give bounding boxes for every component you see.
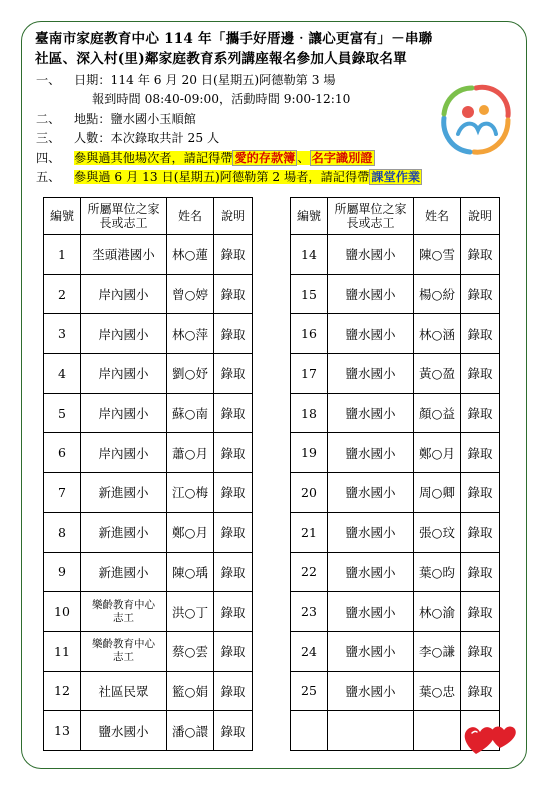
cell-status: 錄取 <box>461 512 500 552</box>
table-row <box>291 314 500 354</box>
cell-name: 劉○妤 <box>167 354 214 394</box>
table-row <box>291 235 500 275</box>
cell-no: 25 <box>291 671 328 711</box>
cell-unit: 岸內國小 <box>81 433 167 473</box>
table-row <box>291 393 500 433</box>
cell-no: 15 <box>291 274 328 314</box>
table-row <box>44 433 253 473</box>
cell-unit: 鹽水國小 <box>328 393 414 433</box>
cell-name: 顏○益 <box>414 393 461 433</box>
cell-status: 錄取 <box>214 354 253 394</box>
cell-no: 19 <box>291 433 328 473</box>
family-education-logo-icon <box>436 80 516 160</box>
cell-status: 錄取 <box>461 671 500 711</box>
header-unit: 所屬單位之家長或志工 <box>328 198 414 235</box>
cell-no: 1 <box>44 235 81 275</box>
cell-status: 錄取 <box>461 354 500 394</box>
info-item-time: 報到時間 08:40-09:00，活動時間 9:00-12:10 <box>92 92 351 107</box>
table-row <box>44 671 253 711</box>
cell-no: 2 <box>44 274 81 314</box>
cell-status: 錄取 <box>214 552 253 592</box>
cell-unit: 鹽水國小 <box>328 592 414 632</box>
info-item-reminder-session2: 五、 參與過 6 月 13 日(星期五)阿德勒第 2 場者，請記得帶 課堂作業 <box>36 169 421 184</box>
cell-unit: 鹽水國小 <box>328 274 414 314</box>
cell-no: 16 <box>291 314 328 354</box>
table-row <box>291 433 500 473</box>
cell-status: 錄取 <box>214 671 253 711</box>
table-row <box>44 552 253 592</box>
table-header-row <box>291 198 500 235</box>
cell-name: 黃○盈 <box>414 354 461 394</box>
header-status: 說明 <box>461 198 500 235</box>
cell-unit: 鹽水國小 <box>81 711 167 751</box>
cell-no: 5 <box>44 393 81 433</box>
cell-status: 錄取 <box>461 433 500 473</box>
table-row <box>44 393 253 433</box>
cell-unit <box>328 711 414 751</box>
cell-name: 葉○忠 <box>414 671 461 711</box>
title-line-1: 臺南市家庭教育中心 114 年「攜手好厝邊‧讓心更富有」－串聯 <box>35 31 433 47</box>
header-unit: 所屬單位之家長或志工 <box>81 198 167 235</box>
cell-name: 鄭○月 <box>414 433 461 473</box>
cell-name: 蘇○南 <box>167 393 214 433</box>
cell-unit: 鹽水國小 <box>328 314 414 354</box>
cell-unit: 鹽水國小 <box>328 235 414 275</box>
cell-name: 張○玟 <box>414 512 461 552</box>
table-row <box>44 235 253 275</box>
cell-name: 楊○紛 <box>414 274 461 314</box>
cell-no: 3 <box>44 314 81 354</box>
cell-no: 17 <box>291 354 328 394</box>
table-row <box>291 552 500 592</box>
participant-table-left <box>43 197 253 751</box>
cell-name: 周○卿 <box>414 473 461 513</box>
cell-no: 13 <box>44 711 81 751</box>
table-row <box>44 274 253 314</box>
header-name: 姓名 <box>414 198 461 235</box>
table-row <box>44 711 253 751</box>
cell-unit: 鹽水國小 <box>328 512 414 552</box>
cell-name: 江○梅 <box>167 473 214 513</box>
cell-status: 錄取 <box>461 393 500 433</box>
cell-status: 錄取 <box>214 512 253 552</box>
cell-status: 錄取 <box>214 274 253 314</box>
table-row <box>291 274 500 314</box>
cell-unit: 坔頭港國小 <box>81 235 167 275</box>
cell-name: 鄭○月 <box>167 512 214 552</box>
info-item-count: 三、 人數：本次錄取共計 25 人 <box>36 131 220 146</box>
cell-unit: 社區民眾 <box>81 671 167 711</box>
info-item-location: 二、 地點：鹽水國小玉順館 <box>36 111 196 126</box>
info-item-reminder-other: 四、 參與過其他場次者，請記得帶 愛的存款簿 、 名字識別證 <box>36 150 373 165</box>
cell-name: 林○蓮 <box>167 235 214 275</box>
cell-no: 23 <box>291 592 328 632</box>
table-row <box>291 354 500 394</box>
cell-unit: 鹽水國小 <box>328 433 414 473</box>
cell-status: 錄取 <box>461 631 500 671</box>
cell-unit: 鹽水國小 <box>328 552 414 592</box>
cell-status: 錄取 <box>461 314 500 354</box>
cell-no: 6 <box>44 433 81 473</box>
table-row <box>44 314 253 354</box>
cell-name: 林○渝 <box>414 592 461 632</box>
cell-status: 錄取 <box>214 473 253 513</box>
cell-name: 蔡○雲 <box>167 631 214 671</box>
cell-unit: 鹽水國小 <box>328 671 414 711</box>
cell-status: 錄取 <box>461 235 500 275</box>
table-row <box>291 631 500 671</box>
cell-no: 8 <box>44 512 81 552</box>
cell-name: 葉○昀 <box>414 552 461 592</box>
table-row <box>291 512 500 552</box>
cell-no: 22 <box>291 552 328 592</box>
cell-status: 錄取 <box>461 473 500 513</box>
table-row <box>291 671 500 711</box>
cell-unit: 鹽水國小 <box>328 354 414 394</box>
cell-no: 4 <box>44 354 81 394</box>
cell-unit: 新進國小 <box>81 512 167 552</box>
header-no: 編號 <box>44 198 81 235</box>
cell-no: 21 <box>291 512 328 552</box>
cell-name: 林○萍 <box>167 314 214 354</box>
cell-status: 錄取 <box>461 274 500 314</box>
page-title <box>35 29 525 69</box>
highlight-homework: 課堂作業 <box>371 169 421 184</box>
table-header-row <box>44 198 253 235</box>
table-row <box>44 512 253 552</box>
cell-unit: 岸內國小 <box>81 354 167 394</box>
cell-no <box>291 711 328 751</box>
cell-no: 12 <box>44 671 81 711</box>
cell-status: 錄取 <box>214 711 253 751</box>
table-row <box>291 592 500 632</box>
cell-name <box>414 711 461 751</box>
cell-no: 14 <box>291 235 328 275</box>
cell-unit: 岸內國小 <box>81 314 167 354</box>
table-row <box>44 592 253 632</box>
table-row <box>44 354 253 394</box>
cell-unit: 樂齡教育中心志工 <box>81 631 167 671</box>
participant-table-right <box>290 197 500 751</box>
cell-name: 李○謙 <box>414 631 461 671</box>
header-status: 說明 <box>214 198 253 235</box>
cell-name: 蕭○月 <box>167 433 214 473</box>
cell-name: 曾○婷 <box>167 274 214 314</box>
highlight-name-badge: 名字識別證 <box>311 150 373 165</box>
cell-no: 18 <box>291 393 328 433</box>
cell-status: 錄取 <box>461 592 500 632</box>
cell-unit: 鹽水國小 <box>328 473 414 513</box>
cell-status: 錄取 <box>214 314 253 354</box>
cell-unit: 樂齡教育中心志工 <box>81 592 167 632</box>
cell-status: 錄取 <box>214 592 253 632</box>
cell-no: 24 <box>291 631 328 671</box>
cell-no: 9 <box>44 552 81 592</box>
cell-name: 陳○雪 <box>414 235 461 275</box>
cell-name: 陳○瑀 <box>167 552 214 592</box>
cell-unit: 新進國小 <box>81 552 167 592</box>
cell-status: 錄取 <box>214 393 253 433</box>
cell-no: 7 <box>44 473 81 513</box>
cell-unit: 新進國小 <box>81 473 167 513</box>
table-row <box>291 473 500 513</box>
title-line-2: 社區、深入村(里)鄰家庭教育系列講座報名參加人員錄取名單 <box>35 51 407 67</box>
cell-unit: 鹽水國小 <box>328 631 414 671</box>
cell-status: 錄取 <box>214 235 253 275</box>
cell-unit: 岸內國小 <box>81 393 167 433</box>
hearts-icon <box>462 714 518 762</box>
info-item-date: 一、 日期：114 年 6 月 20 日(星期五)阿德勒第 3 場 <box>36 73 336 87</box>
table-row <box>44 473 253 513</box>
cell-name: 林○涵 <box>414 314 461 354</box>
cell-status: 錄取 <box>214 631 253 671</box>
cell-unit: 岸內國小 <box>81 274 167 314</box>
cell-name: 潘○譞 <box>167 711 214 751</box>
cell-status: 錄取 <box>214 433 253 473</box>
cell-no: 10 <box>44 592 81 632</box>
highlight-love-passbook: 愛的存款簿 <box>234 150 296 165</box>
table-row <box>44 631 253 671</box>
cell-name: 洪○丁 <box>167 592 214 632</box>
cell-status: 錄取 <box>461 552 500 592</box>
cell-name: 籃○娟 <box>167 671 214 711</box>
cell-no: 11 <box>44 631 81 671</box>
header-no: 編號 <box>291 198 328 235</box>
header-name: 姓名 <box>167 198 214 235</box>
cell-no: 20 <box>291 473 328 513</box>
